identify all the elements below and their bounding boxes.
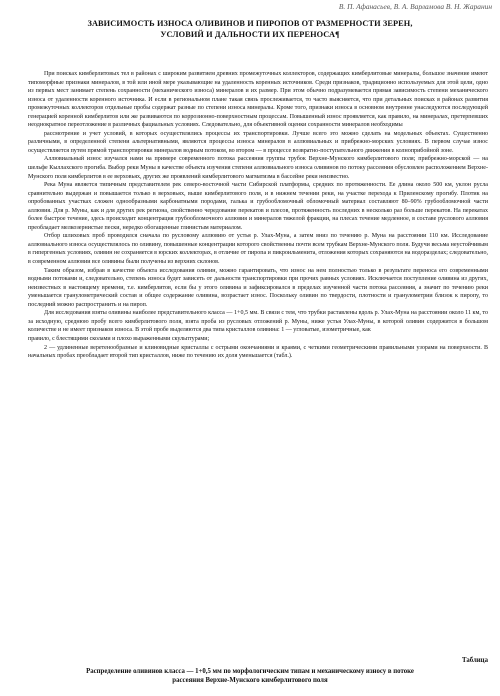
paragraph: правило, с блестящими сколами и плохо выраженными скульптурами; bbox=[28, 335, 210, 342]
table-caption-line-2: рассеяния Верхне-Мунского кимберлитового поля bbox=[172, 677, 328, 684]
title-line-1: ЗАВИСИМОСТЬ ИЗНОСА ОЛИВИНОВ И ПИРОПОВ ОТ РАЗМЕРНОСТИ ЗЕРЕН, bbox=[87, 19, 413, 28]
paragraph: рассмотрение и учет условий, в которых осуществлялись процессы их транспортировки. Лучше всего это можно сделать на модельных объектах. Существенно различными, в определенной степени альтернативными, являются процессы износа минералов в аллювиальных и прибрежно-морских условиях. В первом случае износ осуществляется путем прямой транспортировки минералов водным потоком, во втором — в процессе возвратно-поступательного движения в колноприбойной зоне. bbox=[28, 130, 488, 154]
article-title bbox=[20, 18, 480, 40]
paragraph: При поисках кимберлитовых тел в районах с широким развитием древних промежуточных коллекторов, содержащих кимберлитовые минералы, большое значение имеют типоморфные признаки минералов, в той или иной мере указывающие на удаленность коренных источников. Среди признаков, традиционно используемых для этой цели, одно из первых мест занимает степень сохранности (механического износа) минералов и их размер. При этом обычно подразумевается прямая зависимость степени механического износа от удаленности коренного источника. И если в региональном плане такая связь прослеживается, то часто выясняется, что при детальных поисках в районах развития промежуточных коллекторов отдельные пробы содержат разные по степени износа минералы. Кроме того, признаки износа в основном внутренне унаследуются последующей генерацией коренной кимберлитов или же развиваются по коррозионно-поверхностным процессам. Повышенный износ проявляется, как правило, на минералах, претерпевших неоднократное переотложение в различных фациальных условиях. Следовательно, для объективной оценки сохранности минералов необходимы bbox=[28, 71, 488, 129]
paragraph: Аллювиальный износ изучался нами на примере современного потока рассеяния группы трубок Верхне-Мунского кимберлитового поля; прибрежно-морской — на шельфе Кыллахского прогиба. Выбор реки Муны в качестве объекта изучения степени аллювиального износа оливинов по потоку рассеяния обусловлен расположением Верхне-Мунского поля кимберлитов в ее верховьях, других же проявлений кимберлитового магматизма в бассейне реки неизвестно. bbox=[28, 156, 488, 180]
authors-line: В. П. Афанасьев, В. А. Варламова В. Н. Жаранин bbox=[338, 2, 492, 11]
paragraph: 2 — удлиненные веретенообразные и клиновидные кристаллы с острыми окончаниями и краями, с четкими геометрическими правильными узорами на поверхности. В начальных пробах преобладает второй тип кристаллов, ниже по течению их доля уменьшается (табл.). bbox=[28, 344, 488, 360]
table-caption-line-1: Распределение оливинов класса — 1+0,5 мм по морфологическим типам и механическому износу в потоке bbox=[86, 668, 414, 675]
table-label: Таблица bbox=[461, 657, 488, 664]
paragraph: Для исследования взяты оливины наиболее представительного класса — 1+0,5 мм. В связи с тем, что трубки раставлены вдоль р. Улах-Муна на расстоянии около 11 км, то за исходную, среднюю пробу всего кимберлитового поля, взята проба из русловых отложений р. Муны, ниже устья Улах-Муны, в которой оливин содержится в большом количестве и не имеет признаков износа. В этой пробе выделяются два типа кристаллов оливина: 1 — угловатые, изометричные, как bbox=[28, 310, 488, 334]
paragraph: Отбор шлиховых проб проводился сначала по русловому аллювию от устья р. Улах-Муна, а затем вниз по течению р. Муна на расстоянии 110 км. Исследование аллювиального износа осуществлялось по оливину, повышенные концентрации которого свойственны почти всем трубкам Верхне-Мунского поля. Будучи весьма неустойчивым в гипергенных условиях, оливин не сохраняется в юрских коллекторах, в отличие от пиропа и пикроильменита, отложения которых сохраняются на водоразделах; следовательно, в современном аллювии все оливины были получены из верхних склонов. bbox=[28, 233, 488, 266]
paragraph: Таким образом, избрав в качестве объекта исследования оливин, можно гарантировать, что износ на нем полностью только в результате переноса его современными водными потоками и, следовательно, степень износа будет зависеть от дальности транспортировки при прочих равных условиях. Исключается поступление оливина из других, неизвестных в настоящему времени, т.е. кимберлитов, если бы у этого оливина и зафиксировался в пределах изученной части потока рассеяния, а значит по течению реки уменьшается гранулометрический состав и общее содержание оливина, возрастает износ. Поскольку оливин по твердости, плотности и гранулометрии близок к пиропу, то последний можно распространить и на пироп. bbox=[28, 267, 488, 308]
table-caption bbox=[20, 667, 480, 685]
title-line-2: УСЛОВИЙ И ДАЛЬНОСТИ ИХ ПЕРЕНОСА¶ bbox=[160, 30, 340, 39]
paragraph: Река Муна является типичным представителем рек северо-восточной части Сибирской платформы, средних по протяженности. Ее длина около 500 км, уклон русла сравнительно выдержан и повышается только в верховьях, выше кимберлитового поля, и в нижнем течении реки, на участке перехода к Приленскому прогибу. Плотик на опробованных участках сложен однообразными карбонатными породами, галька и грубообломочный обломочный материал составляют 80–90% грубообломочной части аллювия. Для р. Муны, как и для других рек региона, свойственно чередование перекатов и плесов, протяженность последних в несколько раз больше перекатов. На перекатах более быстрое течение, здесь происходит концентрация грубообломочного аллювия и минералов тяжелой фракции, на плесах течение медленное, в составе руслового аллювия преобладает мелкозернистые пески, нередко обогащенные глинистым материалом. bbox=[28, 182, 488, 231]
article-body bbox=[28, 70, 488, 361]
